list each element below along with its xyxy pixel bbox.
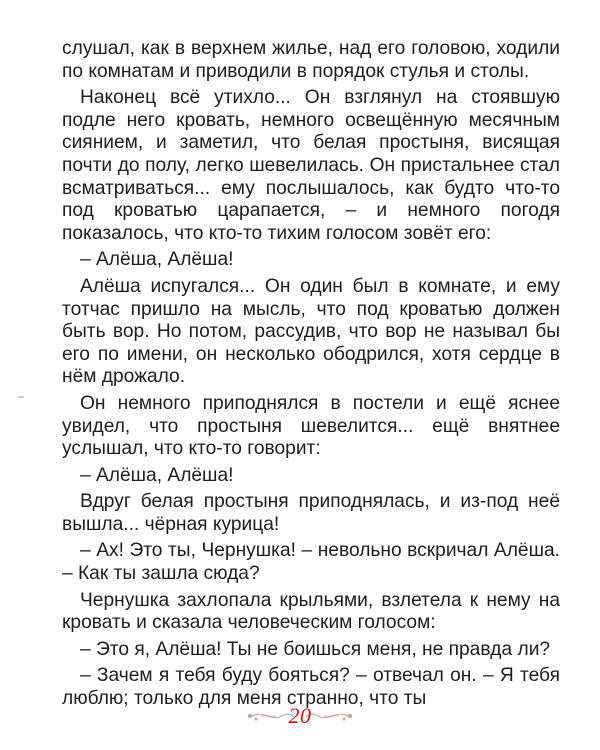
- paragraph-2: Наконец всё утихло... Он взглянул на стоявшую подле него кровать, немного освещённую месячным сиянием, и заметил, что белая простыня, висящая почти до полу, легко шевелилась. Он пристальнее стал всматриваться... ему послышалось, как будто что-то под кроватью царапается, – и немного погодя показалось, что кто-то тихим голосом зовёт его:: [62, 87, 560, 244]
- paragraph-3: – Алёша, Алёша!: [80, 249, 234, 271]
- paragraph-10: – Это я, Алёша! Ты не боишься меня, не правда ли?: [80, 638, 551, 660]
- paragraph-5: Он немного приподнялся в постели и ещё яснее увидел, что простыня шевелится... ещё внятнее услышал, что кто-то говорит:: [62, 392, 560, 460]
- body-text: [62, 38, 560, 711]
- paragraph-6: – Алёша, Алёша!: [80, 464, 234, 486]
- paragraph-4: Алёша испугался... Он один был в комнате, и ему тотчас пришло на мысль, что под кроватью должен быть вор. Но потом, рассудив, что вор не называл бы его по имени, он несколько ободрился, хотя сердце в нём дрожало.: [62, 275, 560, 388]
- margin-mark: [18, 396, 24, 398]
- paragraph-1: слушал, как в верхнем жилье, над его головою, ходили по комнатам и приводили в порядок стулья и столы.: [62, 38, 560, 82]
- paragraph-7: Вдруг белая простыня приподнялась, и из-под неё вышла... чёрная курица!: [62, 491, 560, 535]
- page-number: 20: [288, 703, 312, 728]
- paragraph-8: – Ах! Это ты, Чернушка! – невольно вскричал Алёша. – Как ты зашла сюда?: [62, 540, 560, 585]
- paragraph-11: – Зачем я тебя буду бояться? – отвечал он. – Я тебя люблю; только для меня странно, что ты: [62, 665, 560, 710]
- page-footer: [0, 702, 600, 732]
- paragraph-9: Чернушка захлопала крыльями, взлетела к нему на кровать и сказала человеческим голосом:: [62, 589, 560, 634]
